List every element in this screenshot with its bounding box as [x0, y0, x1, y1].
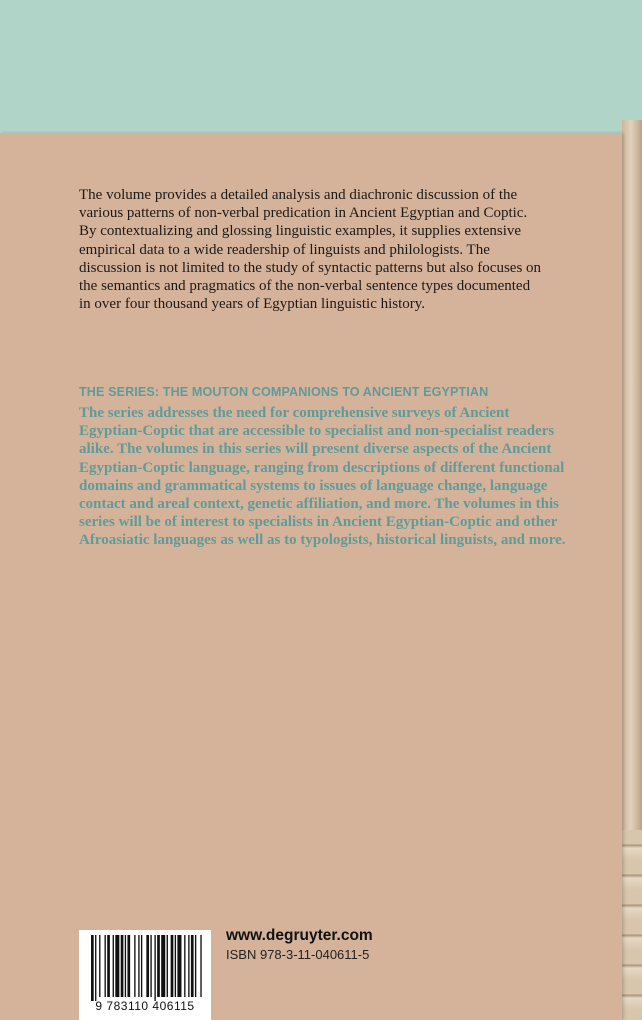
series-description [79, 404, 599, 550]
series-line: series will be of interest to specialists in Ancient Egyptian-Coptic and other [79, 514, 558, 531]
barcode-bar [188, 935, 189, 997]
barcode-bar [161, 935, 165, 997]
blurb-line: in over four thousand years of Egyptian linguistic history. [79, 296, 426, 313]
barcode-bar [191, 935, 194, 997]
series-line: Afroasiatic languages as well as to typologists, historical linguists, and more. [79, 532, 566, 549]
blurb-line: discussion is not limited to the study of syntactic patterns but also focuses on [79, 259, 542, 276]
barcode [79, 930, 211, 1020]
series-line: domains and grammatical systems to issues of language change, language [79, 477, 548, 494]
barcode-digits: 9 783110 406115 [95, 999, 195, 1013]
barcode-bar [138, 935, 139, 997]
blurb-line: various patterns of non-verbal predication in Ancient Egyptian and Coptic. [79, 205, 528, 222]
barcode-bar [157, 935, 160, 997]
blurb-line: By contextualizing and glossing linguistic examples, it supplies extensive [79, 223, 522, 240]
barcode-bar [184, 935, 185, 997]
series-line: alike. The volumes in this series will present diverse aspects of the Ancient [79, 441, 552, 458]
barcode-bar [91, 935, 94, 1001]
barcode-bar [107, 935, 110, 997]
isbn-number: ISBN 978-3-11-040611-5 [226, 947, 370, 962]
book-blurb [79, 186, 579, 313]
series-heading: THE SERIES: THE MOUTON COMPANIONS TO ANCIENT EGYPTIAN [79, 385, 489, 399]
barcode-bar [105, 935, 106, 997]
background-top [0, 0, 642, 135]
barcode-bar [200, 935, 201, 997]
barcode-bar [115, 935, 119, 997]
book-edge-texture [622, 830, 642, 1020]
series-line: Egyptian-Coptic language, ranging from descriptions of different functional [79, 459, 565, 476]
series-line: contact and areal context, genetic affiliation, and more. The volumes in this [79, 496, 559, 513]
barcode-bar [121, 935, 124, 997]
blurb-line: empirical data to a wide readership of linguists and philologists. The [79, 241, 490, 258]
barcode-bar [195, 935, 196, 997]
series-line: Egyptian-Coptic that are accessible to specialist and non-specialist readers [79, 423, 555, 440]
publisher-url[interactable]: www.degruyter.com [226, 927, 373, 944]
barcode-bar [167, 935, 168, 997]
barcode-bar [177, 935, 181, 997]
barcode-bar [127, 935, 130, 997]
series-line: The series addresses the need for comprehensive surveys of Ancient [79, 405, 510, 421]
barcode-bar [95, 935, 96, 1001]
barcode-bar [99, 935, 100, 997]
barcode-bar [134, 935, 135, 997]
blurb-line: The volume provides a detailed analysis and diachronic discussion of the [79, 187, 518, 203]
blurb-line: the semantics and pragmatics of the non-verbal sentence types documented [79, 278, 531, 295]
barcode-bar [175, 935, 176, 997]
barcode-bar [150, 935, 151, 997]
barcode-bar [125, 935, 126, 997]
barcode-bar [141, 935, 142, 997]
barcode-bar [154, 935, 155, 1001]
barcode-bar [171, 935, 174, 997]
barcode-bar [113, 935, 114, 997]
barcode-bar [146, 935, 149, 997]
